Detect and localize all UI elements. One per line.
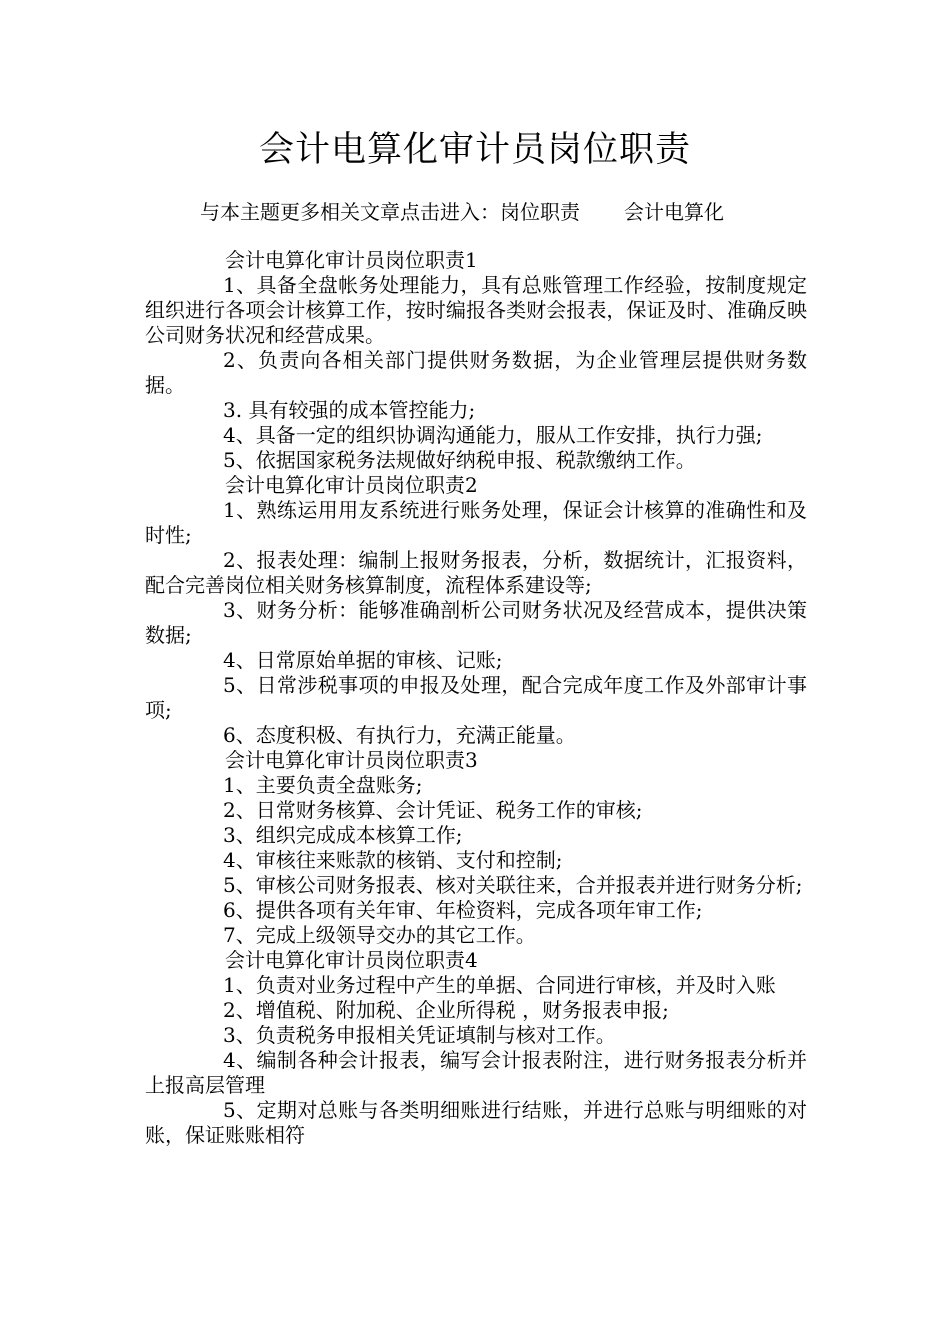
- section-heading: 会计电算化审计员岗位职责3: [225, 748, 478, 772]
- list-item: 2、报表处理：编制上报财务报表，分析，数据统计，汇报资料，配合完善岗位相关财务核算制度，流程体系建设等;: [145, 548, 807, 597]
- list-item: 2、负责向各相关部门提供财务数据，为企业管理层提供财务数据。: [145, 348, 807, 397]
- list-item: 1、具备全盘帐务处理能力，具有总账管理工作经验，按制度规定组织进行各项会计核算工作，按时编报各类财会报表，保证及时、准确反映公司财务状况和经营成果。: [145, 273, 807, 347]
- list-item: 3、组织完成成本核算工作;: [223, 823, 463, 847]
- section-heading: 会计电算化审计员岗位职责4: [225, 948, 478, 972]
- related-articles-label: 与本主题更多相关文章点击进入：: [200, 200, 500, 224]
- document-title: 会计电算化审计员岗位职责: [258, 130, 691, 170]
- list-item: 6、态度积极、有执行力，充满正能量。: [223, 723, 576, 747]
- list-item: 2、增值税、附加税、企业所得税 ，财务报表申报;: [223, 998, 669, 1022]
- document-body: [145, 248, 807, 1148]
- list-item: 6、提供各项有关年审、年检资料，完成各项年审工作;: [223, 898, 703, 922]
- list-item: 1、主要负责全盘账务;: [223, 773, 423, 797]
- list-item: 5、审核公司财务报表、核对关联往来，合并报表并进行财务分析;: [223, 873, 803, 897]
- list-item: 3. 具有较强的成本管控能力;: [223, 398, 476, 422]
- list-item: 7、完成上级领导交办的其它工作。: [223, 923, 536, 947]
- section-heading: 会计电算化审计员岗位职责2: [225, 473, 478, 497]
- list-item: 4、审核往来账款的核销、支付和控制;: [223, 848, 563, 872]
- list-item: 4、编制各种会计报表，编写会计报表附注，进行财务报表分析并上报高层管理: [145, 1048, 807, 1097]
- list-item: 4、具备一定的组织协调沟通能力，服从工作安排，执行力强;: [223, 423, 763, 447]
- related-link-accounting-computerization[interactable]: 会计电算化: [624, 200, 724, 224]
- list-item: 5、日常涉税事项的申报及处理，配合完成年度工作及外部审计事项;: [145, 673, 807, 722]
- list-item: 3、财务分析：能够准确剖析公司财务状况及经营成本，提供决策数据;: [145, 598, 807, 647]
- list-item: 5、依据国家税务法规做好纳税申报、税款缴纳工作。: [223, 448, 696, 472]
- related-articles-line: [200, 197, 724, 227]
- list-item: 5、定期对总账与各类明细账进行结账，并进行总账与明细账的对账，保证账账相符: [145, 1098, 807, 1147]
- list-item: 3、负责税务申报相关凭证填制与核对工作。: [223, 1023, 616, 1047]
- list-item: 1、熟练运用用友系统进行账务处理，保证会计核算的准确性和及时性;: [145, 498, 807, 547]
- related-link-job-duties[interactable]: 岗位职责: [500, 200, 580, 224]
- list-item: 1、负责对业务过程中产生的单据、合同进行审核，并及时入账: [223, 973, 776, 997]
- list-item: 2、日常财务核算、会计凭证、税务工作的审核;: [223, 798, 643, 822]
- list-item: 4、日常原始单据的审核、记账;: [223, 648, 503, 672]
- section-heading: 会计电算化审计员岗位职责1: [225, 248, 478, 272]
